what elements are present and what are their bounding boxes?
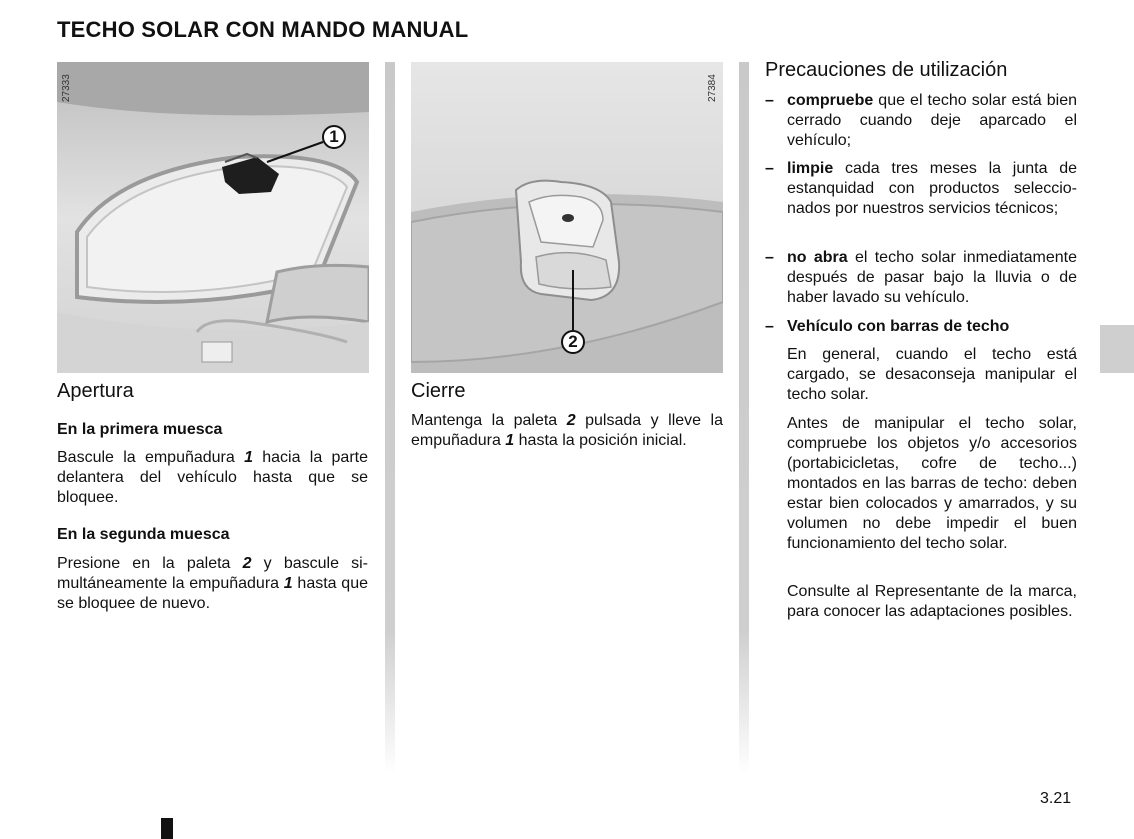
section-tab	[1100, 325, 1134, 373]
dash-bullet: –	[765, 160, 774, 177]
sunroof-open-illustration	[57, 62, 369, 373]
text: y bascule simultáneamente la empuñadura	[57, 555, 368, 592]
dash-bullet: –	[765, 249, 774, 266]
page-number: 3.21	[1040, 790, 1072, 807]
bold-text: compruebe	[787, 92, 874, 109]
text: cada tres meses la junta de estanquidad con productos seleccionados por nuestros servicios técnicos;	[787, 160, 1077, 217]
sunroof-paddle-drawing	[411, 62, 723, 373]
list-item	[765, 91, 1077, 151]
ref-paddle: 2	[566, 412, 576, 429]
ref-handle: 1	[505, 432, 515, 449]
dash-bullet: –	[765, 318, 774, 335]
callout-1: 1	[322, 125, 346, 149]
bold-text: no abra	[787, 249, 848, 266]
page-marker	[161, 818, 173, 839]
precauciones-paragraph-3: Consulte al Representante de la marca, para conocer las adaptaciones posibles.	[787, 583, 1077, 620]
precauciones-paragraph-2: Antes de manipular el techo solar, compruebe los objetos y/o accesorios (portabicicletas, cofre de techo...) montados en las barras de techo: deben estar bien colocados y amarrados, y su volumen no debe impedir el buen funcionamiento del techo solar.	[787, 415, 1077, 552]
sunroof-close-illustration	[411, 62, 723, 373]
text: hasta la posición inicial.	[514, 432, 687, 449]
text: que el techo solar está bien cerrado cuando deje aparcado el vehículo;	[787, 92, 1077, 149]
ref-handle: 1	[244, 449, 253, 466]
list-item	[765, 159, 1077, 219]
apertura-heading: Apertura	[57, 380, 134, 402]
bold-text: limpie	[787, 160, 834, 177]
dash-bullet: –	[765, 92, 774, 109]
ref-paddle: 2	[242, 555, 252, 572]
text: hacia la parte delantera del vehículo hasta que se bloquee.	[57, 449, 368, 506]
apertura-paragraph-1	[57, 448, 368, 508]
bold-text: Vehículo con barras de techo	[787, 318, 1010, 335]
ref-handle: 1	[283, 575, 293, 592]
list-item-text	[787, 159, 1077, 219]
text: Bascule la empuñadura	[57, 449, 245, 466]
precauciones-paragraph-1: En general, cuando el techo está cargado, se desaconseja manipular el techo solar.	[787, 346, 1077, 403]
apertura-paragraph-2	[57, 554, 368, 614]
list-item-text	[787, 317, 1077, 337]
precauciones-heading: Precauciones de utilización	[765, 59, 1008, 81]
text: el techo solar inmediatamente después de pasar bajo la lluvia o de haber lavado su vehículo.	[787, 249, 1077, 306]
figure-code: 27333	[61, 74, 72, 102]
text: hasta que se bloquee de nuevo.	[57, 575, 369, 612]
text: pulsada y lleve la empuñadura	[411, 412, 724, 449]
cierre-heading: Cierre	[411, 380, 466, 402]
callout-2: 2	[561, 330, 585, 354]
text: Presione en la paleta	[57, 555, 243, 572]
figure-code: 27384	[707, 74, 718, 102]
sunroof-handle-drawing	[57, 62, 369, 373]
list-item-text	[787, 91, 1077, 151]
apertura-subheading-1: En la primera muesca	[57, 421, 223, 438]
text: Mantenga la paleta	[411, 412, 567, 429]
cierre-paragraph	[411, 411, 723, 451]
list-item	[765, 248, 1077, 308]
list-item-text	[787, 248, 1077, 308]
list-item	[765, 317, 1077, 337]
apertura-subheading-2: En la segunda muesca	[57, 526, 230, 543]
column-divider	[739, 62, 749, 774]
column-divider	[385, 62, 395, 774]
page-title: TECHO SOLAR CON MANDO MANUAL	[57, 17, 469, 42]
